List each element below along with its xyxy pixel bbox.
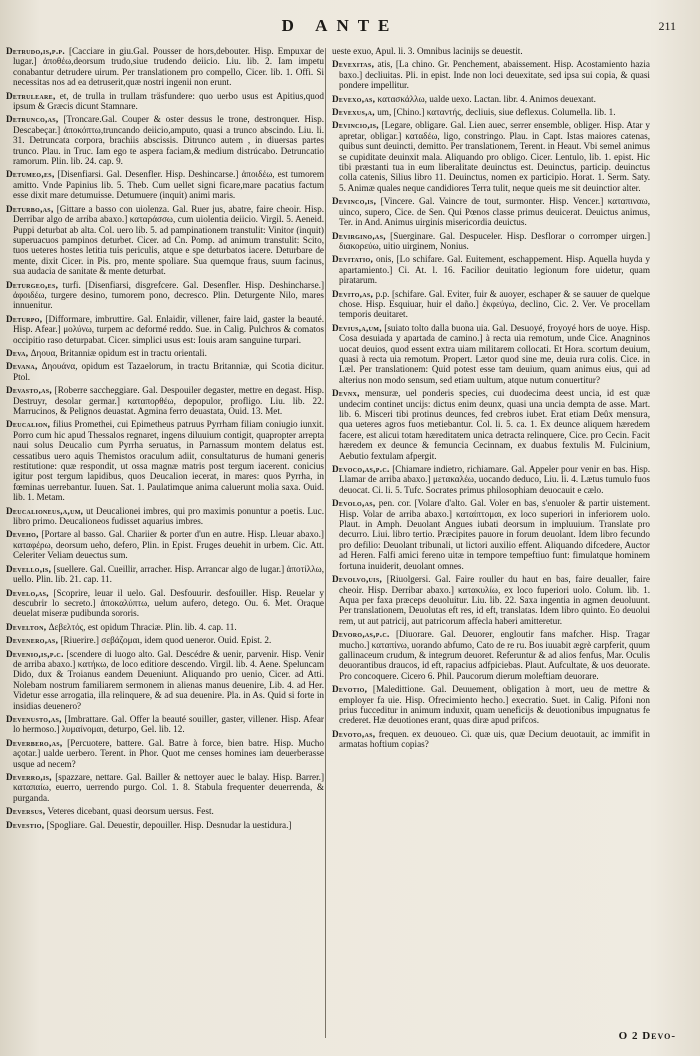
dictionary-entry: [6, 772, 324, 803]
dictionary-entry: [6, 622, 324, 632]
dictionary-entry: [332, 629, 650, 681]
entry-text: Veteres dicebant, quasi deorsum uersus. Fest.: [47, 806, 214, 817]
entry-text: p.p. [schifare. Gal. Eviter, fuir & auoyer, eschaper & se sauuer de quelque chose. Hisp. Esquiuar, huir el daño.] ἐκφεύγω, declino, Cic. 2. Ver. Ve procellam temporis deuitaret.: [339, 288, 650, 320]
entry-text: [spazzare, nettare. Gal. Bailler & nettoyer auec le balay. Hisp. Barrer.] καταπαίω, euerro, uerrendo purgo. Col. 1. 8. Stabula frequenter deuerrenda, & purganda.: [13, 772, 325, 803]
entry-text: [Difformare, imbruttire. Gal. Enlaidir, villener, faire laid, gaster la beauté. Hisp. Afear.] μολύνω, turpem ac deformé reddo. Sue. in Calig. Pulchros & comatos occipitio raso deturpabat. Cicer. simplici usus est: Iouis aram sanguine turpari.: [13, 313, 325, 345]
entry-text: [Roberre saccheggiare. Gal. Despouiler degaster, mettre en degast. Hisp. Destruyr, desolar germar.] καταπορθέω, depopulor, profligo. Liu. lib. 22. Marrucinos, & Pelignos deuastat. Agmina ferro deuastata, Ouid. 13. Met.: [13, 385, 325, 416]
dictionary-entry: [6, 635, 324, 645]
dictionary-entry: [6, 714, 324, 735]
dictionary-entry: [6, 204, 324, 277]
entry-headword: Devoto,as,: [332, 728, 376, 739]
entry-headword: Develo,as,: [6, 587, 49, 598]
dictionary-entry: [332, 684, 650, 726]
entry-text: atis, [La chino. Gr. Penchement, abaissement. Hisp. Acostamiento hazia baxo.] decliuitas. Pli. in epist. Inde non loci deuexitate, sed ipsa sui copia, & quasi pondere impellitur.: [339, 59, 651, 91]
dictionary-entry: [6, 419, 324, 502]
dictionary-entry: [6, 348, 324, 358]
entry-text: [suiato tolto dalla buona uia. Gal. Desuoyé, froyoyé hors de uoye. Hisp. Cosa desuiada y apartada de camino.] à recta uia remotum, unde Cice. Anagninos uocat deuios, quod essent extra uiam militarem collocati. Et Hora. scortum deuium, quasi à recta uia remotum. Propert. Lætor quod sine me, deuia rura colis. Cice. in Læl. Per translationem: Quid potest esse tam deuium, quam animus eius, qui ad alterius non modo sensum, sed etiam uultum, atque nutum conuertitur?: [339, 322, 651, 385]
entry-text: [Troncare.Gal. Couper & oster dessus le trone, destronquer. Hisp. Descabeçar.] ἀποκόπτω,truncando deiicio,amputo, quasi a trunco abscindo. Liu. li. 31. Detruncata corpora, brachiis abscissis. Ditrunco autem , in diuersas partes trunco. Plau. in Truc. Iam ego te aspera faciam,& medium distrúcabo. Detruncatio ramorum. Plin. lib. 24. cap. 9.: [13, 114, 325, 167]
dictionary-entry: [6, 649, 324, 711]
entry-headword: Detumeo,es,: [6, 169, 55, 180]
entry-text: [Chiamare indietro, richiamare. Gal. Appeler pour venir en bas. Hisp. Llamar de arriba abaxo.] μετακαλέω, uocando deduco, Liu. li. 4. Lætus tumulo fuos deuocat. Ci. li. 5. Tufc. Socrates primus philosophiam deuocauit e cælo.: [339, 464, 651, 495]
entry-text: um, [Chino.] καταντής, decliuis, siue deflexus. Columella. lib. 1.: [377, 107, 616, 118]
entry-text: onis, [Lo schifare. Gal. Euitement, eschappement. Hisp. Aquella huyda y apartamiento.] Ci. At. l. 16. Facilior deuitatio legionum fore uidetur, quam piratarum.: [339, 254, 651, 286]
dictionary-entry: [6, 361, 324, 382]
entry-text: [Portare al basso. Gal. Chariier & porter d'un en autre. Hisp. Lleuar abaxo.] καταφέρω, deorsum ueho, defero, Plin. in Epist. Fruges deuehit in urbem. Cic. Att. Celeriter Veliam deuectus sum.: [13, 529, 324, 561]
entry-headword: Devolo,as,: [332, 498, 376, 509]
dictionary-entry: [332, 498, 650, 571]
entry-headword: Devoro,as,p.c.: [332, 629, 390, 640]
dictionary-entry: [332, 94, 650, 104]
entry-headword: Deva,: [6, 347, 29, 358]
dictionary-entry: [332, 231, 650, 252]
entry-text: filius Promethei, cui Epimetheus patruus Pyrrham filiam coniugio iunxit. Porro cum hic apud Thessalos regnaret, ingens diluuium contigit, quapropter arrepta naui solus Deucalio cum Pyrrha seruatus, in Parnassum montem delatus est. cessatibus uero aquis Themistos oraculum adiit, consultaturus de humani generis restitutione: quæ respondit, ut ossa magnæ matris post tergum iacerent. conicius igitur post tergum lapidibus, quos Deucalion iecerat, in mares: quos Pyrrha, in fœminas uerrebantur. Iuuen. Sat. 1. Paulatimque anima caluerunt molia saxa. Ouid. lib. 1. Metam.: [13, 419, 324, 503]
entry-headword: Devincio,is,: [332, 120, 379, 131]
entry-text: [Maledittione. Gal. Deuuement, obligation à mort, ueu de mettre & employer fa uie. Hisp. Ofrecimiento hecho.] execratio. Suet. in Calig. Pifoni non prius fucceditur in animum induxit, quam ueneficijs & deuotionibus impugnatus fe crederet. Hæ deuotiones erant, quas diræ apud prifcos.: [339, 684, 651, 726]
dictionary-entry: [6, 91, 324, 112]
entry-headword: Detrunco,as,: [6, 114, 59, 125]
entry-headword: Devestio,: [6, 819, 45, 830]
catchword: O 2 Devo-: [618, 1030, 676, 1042]
dictionary-entry: [6, 564, 324, 585]
entry-text: [Cacciare in giu.Gal. Pousser de hors,debouter. Hisp. Empuxar de lugar.] ἀποθέω,deorsum trudo,siue trudendo deiicio. Liu. lib. 2. Iam impetu conabantur detrudere uirum. Per translationem pro compello, Cicer. lib. 1. Offi. Si necessitas nos ad ea detruserit,quæ nostri ingenii non erunt.: [13, 46, 325, 88]
entry-text: [Diuorare. Gal. Deuorer, engloutir fans mafcher. Hisp. Tragar mucho.] καταπίνω, uorando abfumo, Cato de re ru. Bos iuuabit ægrè carpferit, quum gallinaceum crudum, & integrum deuoret. Referuntur & ad alios fenfus, Mar. Oculis deuorantibus draucos, id eft, rapacius adfpiciebas. Plaut. Aufcultate, & uos deuorate. Pro concoquere. Cicero 6. Phil. Paucorum dierum moleftiam deuorare.: [339, 629, 650, 681]
entry-headword: Detrudo,is,p.p.: [6, 46, 65, 56]
entry-headword: Devoco,as,p.c.: [332, 464, 390, 475]
entry-text: mensuræ, uel ponderis species, cui duodecima deest uncia, id est quæ undecim continet uncijs: dictus enim deunx, quasi una uncia dempta de asse. Mart. lib. 6. Misceri tibi protinus deunces, fed crebros iubet. Erat etiam Deûx mensura, qua ueteres agros fuos metiebantur. Col. li. 5. ca. 1. Ex deunce aliquem hæredem facere, est alicui totam hæreditatem unica detracta relinquere, Cice. pro Cecin. Facit hæredem ex deunce & femuncia Cecinnam, ex duabus fextulis M. Fulcinium, Aebutio fextulam afpergit.: [339, 388, 651, 461]
entry-headword: Devasto,as,: [6, 385, 52, 396]
entry-headword: Devitatio,: [332, 254, 374, 265]
left-column: [6, 46, 324, 833]
entry-text: et, de trulla in trullam träsfundere: quo uerbo usus est Apitius,quod ipsum & Græcis dicunt Stamnare.: [13, 90, 325, 112]
dictionary-entry: [332, 120, 650, 193]
entry-text: [Imbrattare. Gal. Offer la beauté souiller, gaster, villener. Hisp. Afear lo hermoso.] λυμαίνομαι, deturpo, Gel. lib. 12.: [13, 713, 324, 735]
dictionary-entry: [332, 59, 650, 90]
dictionary-entry: [6, 385, 324, 416]
dictionary-entry: [332, 196, 650, 227]
entry-headword: Devenio,is,p.c.: [6, 648, 64, 659]
entry-text: [Vincere. Gal. Vaincre de tout, surmonter. Hisp. Vencer.] καταπιναω, uinco, supero, Cice. de Sen. Qui Pœnos classe primus deuicerat. Deuictus animus, Ter. in And. Animus uirginis misericordia deuictus.: [339, 196, 651, 228]
entry-text: frequen. ex deuoueo. Ci. quæ uis, quæ Decium deuotauit, ac immifit in armatas hoftium copias?: [339, 728, 650, 750]
dictionary-entry: [6, 314, 324, 345]
entry-headword: Deverro,is,: [6, 772, 52, 782]
entry-headword: Develton,: [6, 621, 47, 632]
entry-text: [Disenfiarsi. Gal. Desenfler. Hisp. Deshincarse.] ἀποιδέω, est tumorem amitto. Vnde Papinius lib. 5. Theb. Cum uellet signi ficare,mare pacatius factum esse dixit mare detumuisse. Detumuere (inquit) animi maris.: [13, 169, 325, 201]
entry-headword: Devana,: [6, 361, 38, 372]
dictionary-entry: [6, 46, 324, 88]
dictionary-entry: [332, 107, 650, 117]
entry-headword: Devexus,a,: [332, 107, 375, 118]
entry-text: [Riuerire.] σεβάζομαι, idem quod ueneror. Ouid. Epist. 2.: [60, 635, 272, 646]
entry-headword: Deversus,: [6, 806, 46, 817]
dictionary-entry: [6, 114, 324, 166]
entry-text: ueste exuo, Apul. li. 3. Omnibus lacinijs se deuestit.: [332, 46, 523, 56]
entry-headword: Devolvo,uis,: [332, 574, 383, 585]
page-header: [0, 16, 700, 40]
entry-headword: Detruleare,: [6, 90, 56, 101]
entry-headword: Devius,a,um,: [332, 322, 382, 333]
entry-headword: Devenusto,as,: [6, 713, 62, 724]
entry-text: [Suerginare. Gal. Despuceler. Hisp. Desflorar o corromper uirgen.] διακορεύω, uitio uirginem, Nonius.: [339, 230, 651, 251]
entry-headword: Devito,as,: [332, 288, 374, 299]
dictionary-entry: [332, 254, 650, 285]
dictionary-entry: [332, 289, 650, 320]
dictionary-entry: [332, 574, 650, 626]
entry-text: Δεβελτός, est opidum Thraciæ. Plin. lib. 4. cap. 11.: [48, 621, 237, 632]
entry-headword: Devenero,as,: [6, 635, 59, 646]
right-column: [332, 46, 650, 753]
entry-text: [Scoprire, leuar il uelo. Gal. Desfouurir. desfouiller. Hisp. Reuelar y descubrir lo secreto.] ἀποκαλύπτω, uelum aufero, detego. Ou. 6. Met. Oraque deuelat miseræ pudibunda sororis.: [13, 587, 325, 619]
dictionary-entry: [332, 323, 650, 385]
entry-text: [Spogliare. Gal. Deuestir, depouiller. Hisp. Desnudar la uestidura.]: [46, 819, 292, 830]
entry-text: [scendere di luogo alto. Gal. Descédre & uenir, parvenir. Hisp. Venir de arriba abaxo.] κατήκω, de loco editiore descendo. Virgil. lib. 4. Aene. Speluncam Dido, dux & Troianus eandem Deueniunt. Aliquando pro uenio, Cicer. ad Atti. Nolebam nostrum familiarem sermonem in alienas manus deuenire, Lib. 4. ad Her. Videtur esse arrogatia, illa relinquere, & ad sua deuenire. Pla. in As. Quid si forte in insidias deuenero?: [13, 648, 324, 711]
column-divider: [325, 48, 326, 1038]
page-number: 211: [658, 19, 676, 33]
entry-text: ut Deucalionei imbres, qui pro maximis ponuntur a poetis. Luc. libro primo. Deucalioneos fudisset aquarius imbres.: [13, 505, 325, 527]
dictionary-entry: [332, 388, 650, 461]
entry-text: κατασκάλλω, ualde uexo. Lactan. libr. 4. Animos deuexant.: [377, 93, 596, 104]
entry-text: [Legare, obligare. Gal. Lien auec, serrer ensemble, obliger. Hisp. Atar y apretar, obligar.] καταδέω, ligo, constringo. Plau. in Capt. Istas maiores catenas, quibus sunt deuincti, demitto. Per translationem, Terent. in Heaut. Vbi semel animus se cupiditate deuinxit mala. Aliquando pro obligo. Cicer. Lentulo, lib. 1. epist. Hic tibi præstanti tua in eum liberalitate deuinctus est. Deuinctus, particip. deuinctus colla catenis, Silius libro 11. Deuinctus, nomen ex participio. Horat. 1. Serm. Saty. 5. Animæ quales neque candidiores Terra tulit, neque queis me sit deuinctior alter.: [339, 120, 650, 193]
entry-headword: Deverbero,as,: [6, 737, 63, 748]
entry-headword: Devirgino,as,: [332, 230, 386, 241]
dictionary-entry: [6, 529, 324, 560]
entry-headword: Devexitas,: [332, 59, 375, 70]
entry-headword: Deucalioneus,a,um,: [6, 505, 84, 516]
dictionary-entry: [6, 738, 324, 769]
entry-headword: Deucalion,: [6, 419, 51, 430]
entry-text: [Gittare a basso con uiolenza. Gal. Ruer jus, abatre, faire cheoir. Hisp. Derribar algo de arriba abaxo.] καταράσσω, cum uiolentia deiicio. Virgil. 5. Aeneid. Puppi deturbat ab alta. Col. uero lib. 5. ad pampinationem transtulit: Vinitor (inquit) superuacuos pampinos deturbet. Cicer. ad Cn. Pomp. ad animum transtulit: Scito, tuos ueteres hostes letitia tuis periculis, atque e spe deturbatos iacere. Deturbare de mente, dixit Cicer. in Pis. pro, mente spoliare. Sua quemque fraus, suum facinus, sua audacia de sanitate & mente deturbat.: [13, 203, 325, 277]
entry-text: Δηουάνα, opidum est Tazaelorum, in tractu Britanniæ, qui Scotia dicitur. Ptol.: [13, 361, 324, 382]
entry-headword: Devinco,is,: [332, 196, 377, 207]
entry-text: [Percuotere, battere. Gal. Batre à force, bien batre. Hisp. Mucho açotar.] ualde uerbero. Terent. in Phor. Quot me censes homines iam deuerberasse usque ad necem?: [13, 737, 324, 769]
entry-headword: Deveho,: [6, 529, 39, 540]
dictionary-entry: [332, 46, 650, 56]
entry-text: Δηουα, Britanniæ opidum est in tractu orientali.: [30, 347, 207, 358]
dictionary-entry: [332, 729, 650, 750]
dictionary-entry: [6, 506, 324, 527]
entry-text: pen. cor. [Volare d'alto. Gal. Voler en bas, s'enuoler & partir uistement. Hisp. Volar de arriba abaxo.] καταίπτομαι, ex loco superiori in inferiorem uolo. Plaut. in Amph. Deuolant Angues iubati deorsum in impluuium. Translate pro decurro. Liui. libro tertio. Præcipites pauore in forum deuolant. Idem libro fecundo pro defilio: Deuolant tribunali, ut lictori auxilio effent. Aliquando difcedere, Auctor ad Heren. Falfi amici fereno uitæ in tempore tempeftiuo funt: fimulatque hominem fortuna inuiderit, deuolant omnes.: [339, 498, 650, 571]
dictionary-entry: [6, 820, 324, 830]
entry-headword: Deturgeo,es,: [6, 279, 59, 290]
entry-headword: Devnx,: [332, 388, 360, 399]
dictionary-entry: [332, 464, 650, 495]
entry-headword: Devotio,: [332, 684, 368, 695]
entry-headword: Deturpo,: [6, 313, 43, 324]
dictionary-entry: [6, 280, 324, 311]
entry-headword: Devello,is,: [6, 563, 52, 574]
entry-text: [suellere. Gal. Cueillir, arracher. Hisp. Arrancar algo de lugar.] ἀποτίλλω, uello. Plin. lib. 21. cap. 11.: [13, 563, 325, 585]
dictionary-entry: [6, 588, 324, 619]
dictionary-entry: [6, 169, 324, 200]
entry-headword: Devexo,as,: [332, 93, 376, 104]
entry-headword: Deturbo,as,: [6, 203, 54, 214]
dictionary-entry: [6, 806, 324, 816]
entry-text: turfi. [Disenfiarsi, disgrefcere. Gal. Desenfler. Hisp. Deshincharse.] ἀφοιδέω, turgere desino, tumorem pono, decresco. Plin. Deturgente Nilo, mares innuenitur.: [13, 279, 324, 311]
entry-text: [Riuolgersi. Gal. Faire rouller du haut en bas, faire deualler, faire cheoir. Hisp. Derribar abaxo.] κατακυλίω, ex loco fuperiori uolo. Colum. lib. 1. Aqua per faxa præceps deuoluitur. Liu. lib. 22. Saxa ingentia in agmen deuoluunt. Per translationem, Deuolutas eft res, id eft, translatas. Idem libro quinto. Eo deuolui rem, ut aut patricij, aut patricorum affecla haberi amitteretur.: [339, 574, 650, 626]
running-head: D ANTE: [281, 16, 399, 35]
